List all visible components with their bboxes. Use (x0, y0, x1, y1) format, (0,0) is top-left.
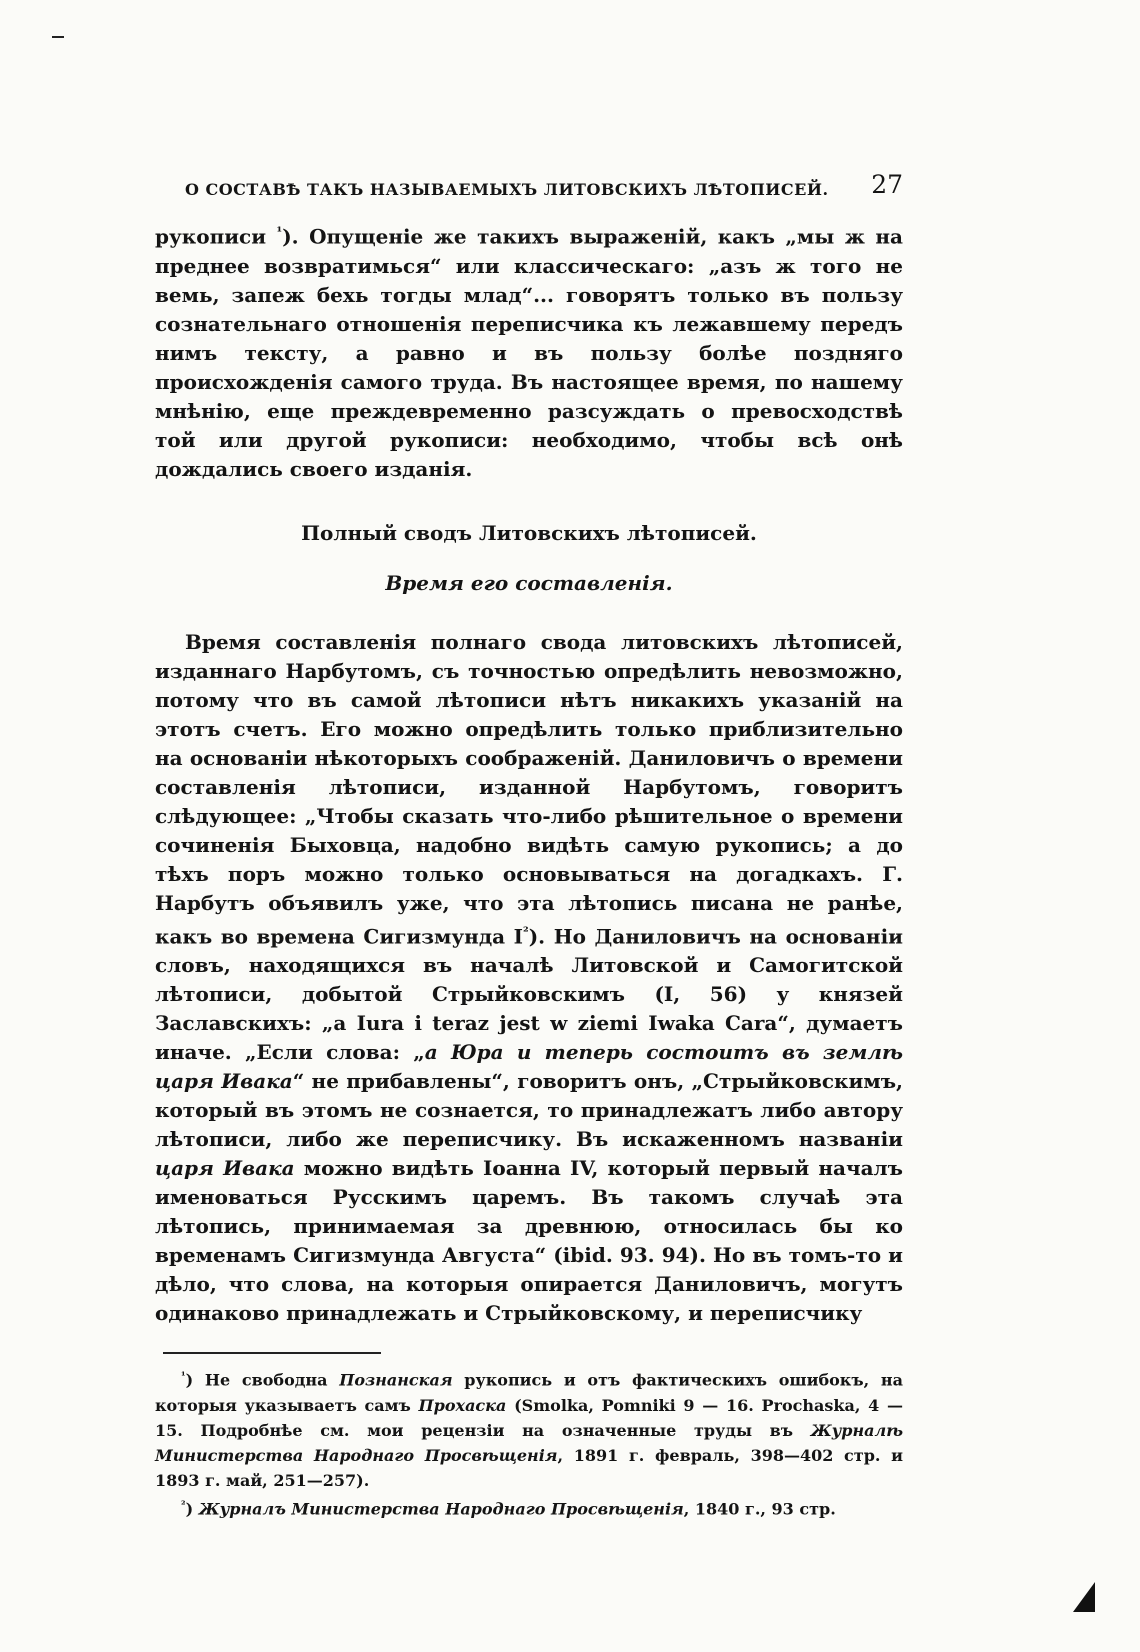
intro-paragraph: рукописи $^{^1}$). Опущеніе же такихъ выраженій, какъ „мы ж на преднее возвратимься“ или классическаго: „азъ ж того не вемь, запеж бехь тогды млад“... говорятъ только въ пользу сознательнаго отношенія переписчика къ лежавшему передъ нимъ тексту, а равно и въ пользу болѣе поздняго происхожденія самого труда. Въ настоящее время, по нашему мнѣнію, еще преждевременно разсуждать о превосходствѣ той или другой рукописи: необходимо, чтобы всѣ онѣ дождались своего изданія. (155, 224, 903, 481)
scan-artifact-mark (52, 36, 64, 38)
page-number: 27 (871, 170, 903, 199)
italic-term: царя Ивака (155, 1156, 295, 1181)
footnote-2: $^{^2}$) Журналъ Министерства Народнаго Просвѣщенія, 1840 г., 93 стр. (181, 1498, 836, 1518)
book-page (155, 170, 903, 1521)
running-title: О СОСТАВѢ ТАКЪ НАЗЫВАЕМЫХЪ ЛИТОВСКИХЪ ЛѢТОПИСЕЙ. (185, 180, 829, 199)
italic-quote: а Юра и теперь состоитъ въ землѣ царя Ивака (155, 1040, 903, 1094)
footnote-ref-1: ¹ (276, 225, 283, 240)
footnote-ref-2: ² (523, 924, 529, 940)
footnote-divider (163, 1352, 381, 1354)
section-title: Полный сводъ Литовскихъ лѣтописей. (301, 520, 757, 545)
subsection-title: Время его составленія. (385, 570, 673, 595)
footnote-1: $^{^1}$) Не свободна Познанская рукопись и отъ фактическихъ ошибокъ, на которыя указываетъ самъ Прохаска (Smolka, Pomniki 9 — 16. Prochaska, 4 — 15. Подробнѣе см. мои рецензіи на означенные труды въ Журналѣ Министерства Народнаго Просвѣщенія, 1891 г. февраль, 398—402 стр. и 1893 г. май, 251—257). (155, 1370, 903, 1490)
main-paragraph: Время составленія полнаго свода литовскихъ лѣтописей, изданнаго Нарбутомъ, съ точностью опредѣлить невозможно, потому что въ самой лѣтописи нѣтъ никакихъ указаній на этотъ счетъ. Его можно опредѣлить только приблизительно на основаніи нѣкоторыхъ соображеній. Даниловичъ о времени составленія лѣтописи, изданной Нарбутомъ, говоритъ слѣдующее: „Чтобы сказать что-либо рѣшительное о времени сочиненія Быховца, надобно видѣть самую рукопись; а до тѣхъ поръ можно только основываться на догадкахъ. Г. Нарбутъ объявилъ уже, что эта лѣтопись писана не ранѣе, какъ во времена Сигизмунда $I^{^2}$). Но Даниловичъ на основаніи словъ, находящихся въ началѣ Литовской и Самогитской лѣтописи, добытой Стрыйковскимъ (I, 56) у князей Заславскихъ: „a Iura i teraz jest w ziemi Iwaka Cara“, думаетъ иначе. „Если слова: „а Юра и теперь состоитъ въ землѣ царя Ивака“ не прибавлены“, говоритъ онъ, „Стрыйковскимъ, который въ этомъ не сознается, то принадлежатъ либо автору лѣтописи, либо же переписчику. Въ искаженномъ названіи царя Ивака можно видѣть Іоанна IV, который первый началъ именоваться Русскимъ царемъ. Въ такомъ случаѣ эта лѣтопись, принимаемая за древнюю, относилась бы ко временамъ Сигизмунда Августа“ (ibid. 93. 94). Но въ томъ-то и дѣло, что слова, на которыя опирается Даниловичъ, могутъ одинаково принадлежать и Стрыйковскому, и переписчику (155, 629, 903, 1326)
scan-corner-artifact (1073, 1582, 1095, 1612)
running-head (155, 170, 903, 210)
